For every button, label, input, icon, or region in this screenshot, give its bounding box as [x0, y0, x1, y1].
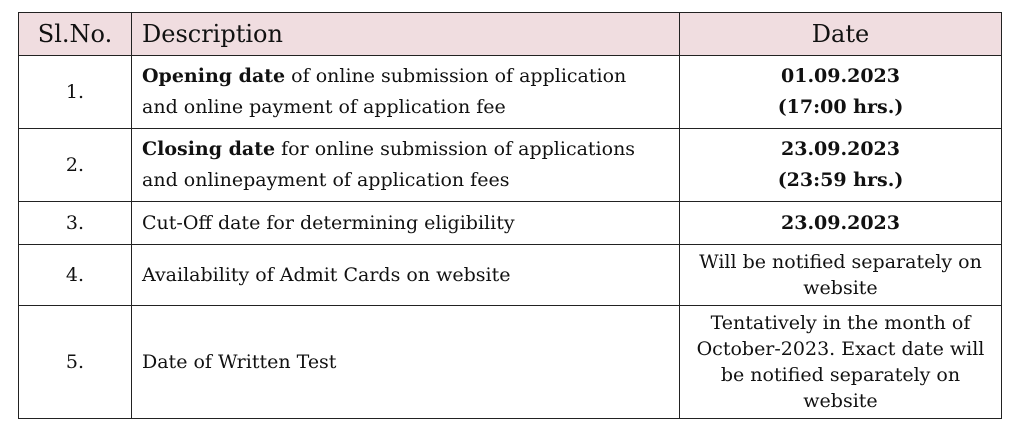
row-description [132, 56, 680, 129]
date-note: website [803, 277, 878, 299]
row-serial: 1. [19, 56, 132, 129]
row-description: Date of Written Test [132, 306, 680, 419]
table-row [19, 202, 1002, 245]
row-date [680, 56, 1002, 129]
row-serial: 3. [19, 202, 132, 245]
header-description: Description [132, 13, 680, 56]
time-value: (23:59 hrs.) [777, 169, 904, 191]
description-emphasis: Opening date [142, 65, 286, 87]
row-description: Availability of Admit Cards on website [132, 245, 680, 306]
row-date [680, 129, 1002, 202]
header-sl-no: Sl.No. [19, 13, 132, 56]
row-serial: 4. [19, 245, 132, 306]
row-date [680, 245, 1002, 306]
row-description [132, 129, 680, 202]
row-serial: 5. [19, 306, 132, 419]
header-date: Date [680, 13, 1002, 56]
date-note: Will be notified separately on [699, 251, 982, 273]
header-row [19, 13, 1002, 56]
date-note: Tentatively in the month of [710, 312, 971, 334]
description-text: for online submission of applications [275, 138, 636, 160]
table-row [19, 56, 1002, 129]
row-date [680, 306, 1002, 419]
schedule-table [18, 12, 1002, 419]
date-note: be notified separately on [720, 364, 961, 386]
date-note: October-2023. Exact date will [696, 338, 985, 360]
date-value: 23.09.2023 [781, 138, 900, 160]
date-note: website [803, 390, 878, 412]
row-date: 23.09.2023 [680, 202, 1002, 245]
table-header [19, 13, 1002, 56]
description-emphasis: Closing date [142, 138, 276, 160]
description-text: and online payment of application fee [142, 96, 506, 118]
table-row [19, 306, 1002, 419]
table-row [19, 245, 1002, 306]
date-value: 01.09.2023 [781, 65, 900, 87]
row-description: Cut-Off date for determining eligibility [132, 202, 680, 245]
table-body [19, 56, 1002, 419]
description-text: and onlinepayment of application fees [142, 169, 510, 191]
table-row [19, 129, 1002, 202]
description-text: of online submission of application [285, 65, 627, 87]
time-value: (17:00 hrs.) [777, 96, 904, 118]
row-serial: 2. [19, 129, 132, 202]
